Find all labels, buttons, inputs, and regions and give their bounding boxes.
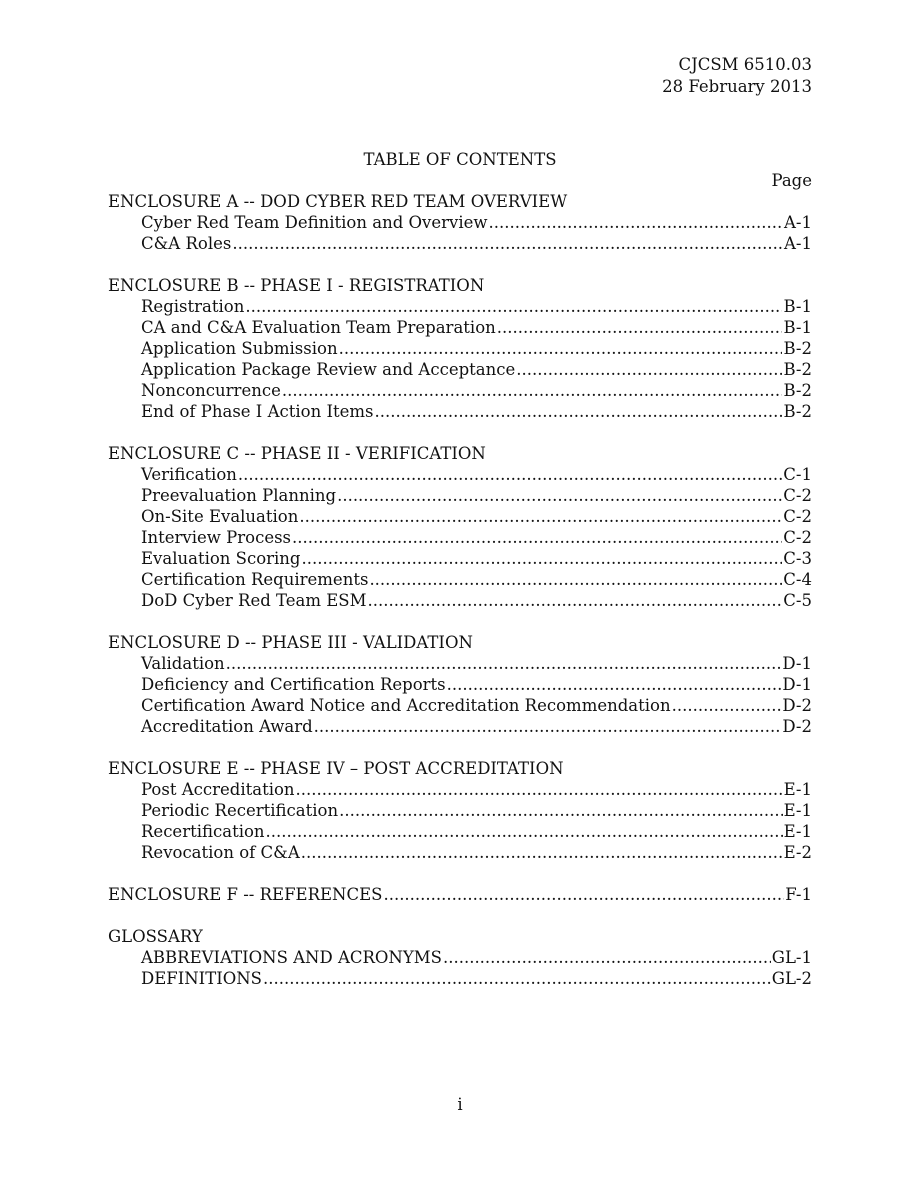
document-date: 28 February 2013 [662,77,812,96]
toc-entry[interactable] [108,485,812,506]
toc-entry-label: C&A Roles [141,234,232,253]
dot-leader [374,401,782,422]
toc-entry[interactable] [108,338,812,359]
table-of-contents [108,191,812,1010]
toc-entry-page: C-2 [783,507,812,526]
toc-entry[interactable] [108,800,812,821]
toc-entry[interactable] [108,653,812,674]
toc-entry[interactable] [108,296,812,317]
toc-entry-page: B-2 [783,381,812,400]
toc-entry-label: Preevaluation Planning [141,486,337,505]
toc-entry-page: E-2 [783,843,812,862]
toc-entry-page: B-2 [783,339,812,358]
toc-entry-label: Certification Award Notice and Accreditation Recommendation [141,696,671,715]
toc-section [108,191,812,254]
toc-entry-page: A-1 [784,213,812,232]
toc-entry-page: E-1 [783,822,812,841]
toc-entry-page: C-2 [783,486,812,505]
dot-leader [516,359,782,380]
toc-entry[interactable] [108,884,812,905]
toc-entry-label: ENCLOSURE F -- REFERENCES [108,885,383,904]
toc-section-title[interactable]: ENCLOSURE C -- PHASE II - VERIFICATION [108,444,486,463]
dot-leader [497,317,783,338]
toc-entry-page: C-3 [783,549,812,568]
toc-entry[interactable] [108,317,812,338]
dot-leader [314,716,782,737]
toc-section [108,443,812,611]
toc-entry[interactable] [108,716,812,737]
toc-section-title[interactable]: ENCLOSURE B -- PHASE I - REGISTRATION [108,276,485,295]
toc-entry[interactable] [108,380,812,401]
toc-entry-page: C-2 [783,528,812,547]
toc-entry-label: Interview Process [141,528,292,547]
toc-entry-label: On-Site Evaluation [141,507,299,526]
toc-entry-page: E-1 [783,801,812,820]
toc-entry-page: D-1 [782,654,812,673]
dot-leader [245,296,782,317]
toc-entry[interactable] [108,401,812,422]
toc-entry[interactable] [108,842,812,863]
toc-entry[interactable] [108,821,812,842]
toc-entry-label: ABBREVIATIONS AND ACRONYMS [141,948,442,967]
toc-title: TABLE OF CONTENTS [363,150,557,169]
toc-entry-page: F-1 [785,885,812,904]
dot-leader [299,506,782,527]
toc-entry-page: E-1 [783,780,812,799]
dot-leader [339,800,782,821]
toc-entry[interactable] [108,968,812,989]
dot-leader [226,653,782,674]
toc-entry[interactable] [108,569,812,590]
dot-leader [443,947,771,968]
toc-entry-label: Certification Requirements [141,570,369,589]
toc-entry[interactable] [108,359,812,380]
toc-entry-page: C-5 [783,591,812,610]
dot-leader [238,464,782,485]
toc-entry-label: Application Package Review and Acceptance [141,360,516,379]
toc-entry-label: Revocation of C&A [141,843,300,862]
toc-section-glossary [108,926,812,989]
toc-section-title[interactable]: GLOSSARY [108,927,203,946]
toc-entry-page: C-1 [783,465,812,484]
document-id: CJCSM 6510.03 [678,55,812,74]
toc-entry-label: Deficiency and Certification Reports [141,675,446,694]
toc-entry-label: Cyber Red Team Definition and Overview [141,213,488,232]
toc-entry-page: D-1 [782,675,812,694]
dot-leader [368,590,783,611]
toc-section [108,758,812,863]
dot-leader [266,821,783,842]
dot-leader [292,527,782,548]
page-number: i [457,1095,463,1114]
toc-section-title[interactable]: ENCLOSURE D -- PHASE III - VALIDATION [108,633,473,652]
dot-leader [447,674,782,695]
toc-entry-label: Registration [141,297,245,316]
toc-entry-label: Verification [141,465,237,484]
toc-entry[interactable] [108,674,812,695]
toc-entry-page: A-1 [784,234,812,253]
toc-entry-label: CA and C&A Evaluation Team Preparation [141,318,496,337]
toc-entry-page: D-2 [782,717,812,736]
toc-entry-label: DEFINITIONS [141,969,262,988]
toc-entry-label: DoD Cyber Red Team ESM [141,591,367,610]
dot-leader [369,569,782,590]
dot-leader [672,695,782,716]
toc-entry-label: Validation [141,654,225,673]
dot-leader [263,968,771,989]
toc-section [108,275,812,422]
toc-entry-label: Nonconcurrence [141,381,281,400]
toc-entry-label: Evaluation Scoring [141,549,301,568]
dot-leader [339,338,783,359]
dot-leader [296,779,783,800]
dot-leader [337,485,782,506]
toc-section-title[interactable]: ENCLOSURE A -- DOD CYBER RED TEAM OVERVIEW [108,192,568,211]
toc-section-title[interactable]: ENCLOSURE E -- PHASE IV – POST ACCREDITATION [108,759,564,778]
toc-entry[interactable] [108,947,812,968]
toc-entry-label: End of Phase I Action Items [141,402,374,421]
dot-leader [301,842,783,863]
toc-entry-page: B-2 [783,360,812,379]
toc-entry[interactable] [108,779,812,800]
toc-entry[interactable] [108,590,812,611]
document-header [662,54,812,98]
toc-entry-label: Recertification [141,822,265,841]
dot-leader [383,884,784,905]
toc-entry-page: B-1 [783,297,812,316]
toc-section-references [108,884,812,905]
toc-entry[interactable] [108,506,812,527]
toc-entry-page: GL-2 [771,969,812,988]
toc-entry-page: D-2 [782,696,812,715]
toc-entry-page: B-2 [783,402,812,421]
dot-leader [282,380,783,401]
page-column-label: Page [771,171,812,190]
dot-leader [232,233,783,254]
toc-entry-label: Periodic Recertification [141,801,339,820]
dot-leader [302,548,783,569]
toc-entry[interactable] [108,695,812,716]
toc-entry-page: C-4 [783,570,812,589]
toc-entry[interactable] [108,548,812,569]
toc-entry[interactable] [108,233,812,254]
toc-entry-page: GL-1 [771,948,812,967]
dot-leader [489,212,784,233]
toc-entry-page: B-1 [783,318,812,337]
toc-entry[interactable] [108,212,812,233]
toc-entry-label: Application Submission [141,339,338,358]
toc-entry[interactable] [108,464,812,485]
toc-entry-label: Accreditation Award [141,717,313,736]
toc-section [108,632,812,737]
toc-entry-label: Post Accreditation [141,780,295,799]
toc-entry[interactable] [108,527,812,548]
